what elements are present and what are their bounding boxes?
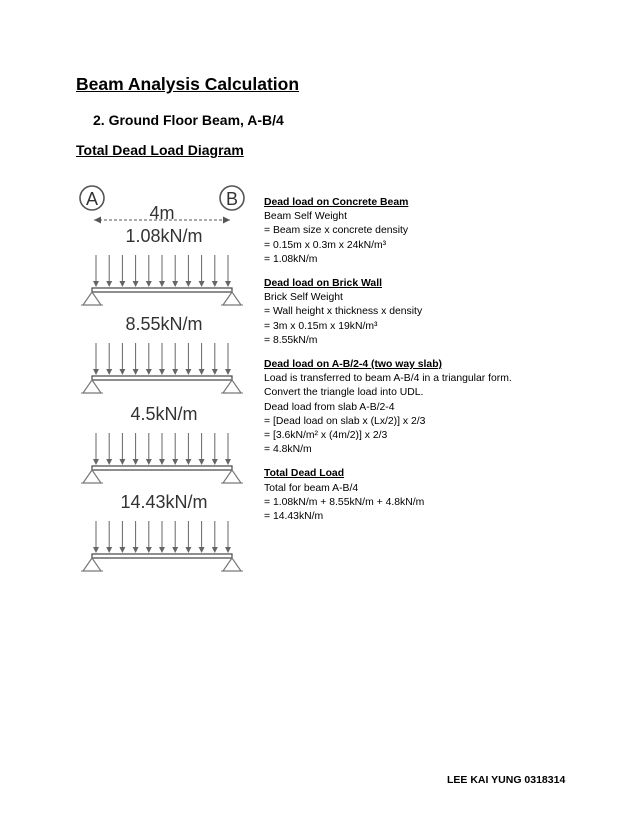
load-arrow-head [93,281,99,287]
load-arrow-head [146,547,152,553]
section-brick-wall [264,277,584,348]
load-arrow-head [93,459,99,465]
load-arrow-head [106,459,112,465]
load-arrow-head [106,547,112,553]
section-line: = [Dead load on slab x (Lx/2)] x 2/3 [264,415,426,427]
load-arrow-head [133,369,139,375]
load-arrow-head [133,459,139,465]
load-arrow-head [212,459,218,465]
load-arrow-head [172,281,178,287]
load-arrow-head [146,459,152,465]
load-arrow-head [185,369,191,375]
section-two-way-slab [264,358,584,457]
load-arrow-head [159,547,165,553]
span-label: 4m [149,203,175,223]
section-line: Total for beam A-B/4 [264,482,359,494]
calculation-notes [264,196,584,534]
section-line: Beam Self Weight [264,211,347,223]
section-line: = 8.55kN/m [264,334,318,346]
beam [92,288,232,292]
load-arrow-head [199,547,205,553]
load-arrow-head [159,459,165,465]
load-arrow-head [212,281,218,287]
load-arrow-head [119,547,125,553]
section-title: Total Dead Load [264,468,345,480]
section-line: = 1.08kN/m [264,253,318,265]
load-arrow-head [93,369,99,375]
support-a-triangle [83,292,101,305]
support-b-triangle [223,470,241,483]
load-arrow-head [185,459,191,465]
support-b-triangle [223,558,241,571]
load-arrow-head [199,369,205,375]
load-label: 4.5kN/m [130,404,198,424]
load-arrow-head [159,281,165,287]
section-line: = Wall height x thickness x density [264,306,423,318]
section-total-dead-load [264,467,584,524]
load-arrow-head [119,281,125,287]
load-arrow-head [212,369,218,375]
section-line: = 4.8kN/m [264,444,312,456]
support-a-triangle [83,380,101,393]
load-arrow-head [185,281,191,287]
support-a-triangle [83,558,101,571]
load-arrow-head [106,369,112,375]
load-arrow-head [172,459,178,465]
page-title: Beam Analysis Calculation [76,74,300,94]
section-line: Dead load from slab A-B/2-4 [264,401,395,413]
section-line: = 14.43kN/m [264,511,324,523]
beam [92,466,232,470]
diagram-heading: Total Dead Load Diagram [76,142,244,158]
load-arrow-head [225,369,231,375]
section-title: Dead load on Brick Wall [264,278,382,290]
section-title: Dead load on A-B/2-4 (two way slab) [264,359,443,371]
beam [92,554,232,558]
load-arrow-head [225,459,231,465]
support-b-triangle [223,380,241,393]
load-arrow-head [146,281,152,287]
section-line: Convert the triangle load into UDL. [264,387,424,399]
load-arrow-head [225,281,231,287]
beam [92,376,232,380]
load-arrow-head [133,281,139,287]
load-arrow-head [185,547,191,553]
section-title: Dead load on Concrete Beam [264,197,409,208]
dimension-arrow-left [94,217,101,224]
section-subtitle: 2. Ground Floor Beam, A-B/4 [93,112,284,128]
section-line: = 1.08kN/m + 8.55kN/m + 4.8kN/m [264,496,425,508]
dimension-arrow-right [223,217,230,224]
load-arrow-head [199,459,205,465]
load-label: 14.43kN/m [120,492,208,512]
section-line: Brick Self Weight [264,292,343,304]
load-arrow-head [212,547,218,553]
load-arrow-head [146,369,152,375]
load-diagram [78,180,250,580]
author-footer: LEE KAI YUNG 0318314 [447,774,566,786]
support-a-label: A [85,189,99,209]
load-arrow-head [199,281,205,287]
load-arrow-head [106,281,112,287]
section-concrete-beam [264,196,584,267]
section-line: Load is transferred to beam A-B/4 in a triangular form. [264,373,512,385]
load-label: 1.08kN/m [125,226,203,246]
load-label: 8.55kN/m [125,314,203,334]
section-line: = 0.15m x 0.3m x 24kN/m³ [264,239,387,251]
support-b-triangle [223,292,241,305]
load-arrow-head [119,459,125,465]
load-arrow-head [159,369,165,375]
support-a-triangle [83,470,101,483]
support-b-label: B [225,189,239,209]
load-arrow-head [172,369,178,375]
section-line: = 3m x 0.15m x 19kN/m³ [264,320,378,332]
load-arrow-head [133,547,139,553]
section-line: = Beam size x concrete density [264,225,409,237]
load-arrow-head [225,547,231,553]
section-line: = [3.6kN/m² x (4m/2)] x 2/3 [264,430,388,442]
load-arrow-head [172,547,178,553]
load-arrow-head [119,369,125,375]
load-arrow-head [93,547,99,553]
